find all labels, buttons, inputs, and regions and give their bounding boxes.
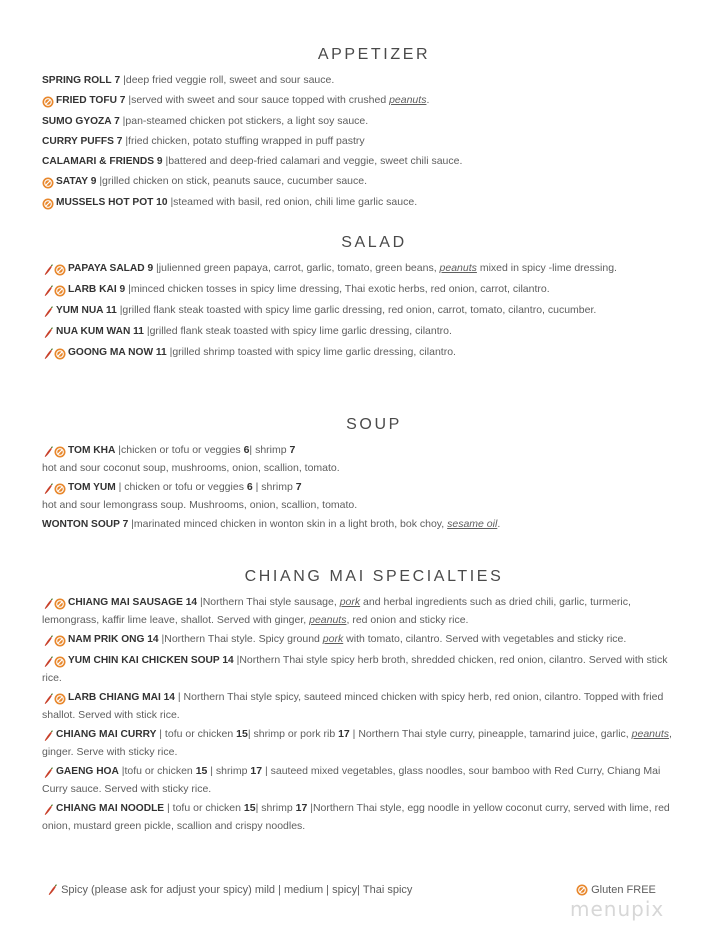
gluten-free-icon [42,96,54,108]
salad-section [42,234,682,365]
menu-item [42,173,682,191]
gluten-free-icon [54,285,66,297]
section-title: CHIANG MAI SPECIALTIES [244,568,504,585]
item-price: 7 [295,481,302,493]
menu-item [42,302,682,320]
item-name: SUMO GYOZA 7 [42,116,120,127]
item-icons [42,633,66,649]
menu-item [42,726,682,760]
item-name: SPRING ROLL [42,75,112,86]
item-description: grilled flank steak toasted with spicy lime garlic dressing, red onion, carrot, tomato, cilantro, cucumber. [122,304,597,316]
item-options: |chicken or tofu or veggies [118,444,244,456]
item-description: grilled shrimp toasted with spicy lime garlic dressing, cilantro. [172,346,456,358]
item-name: NUA KUM WAN 11 [56,326,144,337]
item-separator: | [156,262,159,274]
item-icons [42,175,54,191]
item-name: SATAY 9 [56,176,97,187]
item-name: GOONG MA NOW 11 [68,347,167,358]
item-description: minced chicken tosses in spicy lime dressing, Thai exotic herbs, red onion, carrot, cilantro. [130,283,550,295]
item-icons [42,596,66,612]
menu-item [42,344,682,362]
item-description: pan-steamed chicken pot stickers, a light soy sauce. [125,115,369,127]
item-description: Northern Thai style sausage, [202,596,340,608]
item-icons [42,802,54,818]
item-price: 7 [114,75,121,86]
chili-pepper-icon [42,767,54,779]
item-options: | tofu or chicken [164,802,244,814]
item-description: served with sweet and sour sauce topped with crushed [131,94,390,106]
section-title: APPETIZER [317,46,431,63]
item-description: julienned green papaya, carrot, garlic, tomato, green beans, [158,262,440,274]
spicy-legend [46,884,412,896]
item-description: Northern Thai style spicy herb broth, shredded chicken, red onion, cilantro. Served with stick rice. [42,654,668,684]
gluten-free-icon [54,598,66,610]
item-description: fried chicken, potato stuffing wrapped in puff pastry [128,135,365,147]
gluten-free-icon [54,635,66,647]
chili-pepper-icon [42,656,54,668]
item-name: YUM NUA 11 [56,305,117,316]
item-icons [42,325,54,341]
item-price: 15 [195,765,208,777]
item-description-underlined: sesame oil [447,518,498,530]
item-name: CHIANG MAI CURRY [56,729,157,740]
item-separator: | [161,633,165,645]
item-separator: | [128,94,132,106]
item-options: | tofu or chicken [156,728,237,740]
item-description: Northern Thai style. Spicy ground [164,633,323,645]
menu-item [42,133,682,150]
item-icons [42,765,54,781]
item-name: FRIED TOFU 7 [56,95,126,106]
spicy-legend-text: Spicy (please ask for adjust your spicy) mild | medium | spicy| Thai spicy [61,884,413,896]
item-price: 17 [338,728,350,740]
item-description-underlined: peanuts [631,728,670,740]
menu-item [42,800,682,834]
item-options: |tofu or chicken [118,765,196,777]
item-separator: | [131,518,134,530]
item-description: grilled flank steak toasted with spicy lime garlic dressing, cilantro. [149,325,452,337]
menu-item [42,194,682,212]
item-description: steamed with basil, red onion, chili lime garlic sauce. [173,196,418,208]
appetizer-section [42,46,682,215]
item-description: |Northern Thai style, egg noodle in yellow coconut curry, served with lime, red onion, mustard green pickle, scallion and crispy noodles. [42,802,670,832]
item-name: WONTON SOUP 7 [42,519,129,530]
item-description-end: , ginger. Serve with sticky rice. [42,728,672,758]
gluten-free-icon [42,198,54,210]
chili-pepper-icon [42,264,54,276]
menu-item [42,479,682,513]
gluten-free-icon [42,177,54,189]
item-separator: | [169,346,173,358]
item-description: marinated minced chicken in wonton skin in a light broth, bok choy, [133,518,448,530]
chili-pepper-icon [42,285,54,297]
item-separator: | [199,596,203,608]
menu-item [42,442,682,476]
item-separator: | [99,175,103,187]
chili-pepper-icon [42,693,54,705]
specialties-section [42,568,682,837]
item-price: 15 [236,728,248,740]
item-price: 7 [289,444,296,456]
gluten-free-icon [54,348,66,360]
item-description: Northern Thai style spicy, sauteed minced chicken with spicy herb, red onion, cilantro. Topped with fried shallot. Served with stick rice. [42,691,664,721]
gluten-free-icon [576,884,588,896]
gluten-free-icon [54,693,66,705]
menu-item [42,260,682,278]
menu-item [42,631,682,649]
section-title: SALAD [341,234,407,251]
item-description-end: mixed in spicy -lime dressing. [476,262,617,274]
item-icons [42,262,66,278]
item-icons [42,654,66,670]
gluten-free-legend-text: Gluten FREE [591,884,656,896]
menu-item [42,323,682,341]
item-options: | shrimp [255,802,296,814]
chili-pepper-icon [42,306,54,318]
item-price: 15 [243,802,256,814]
item-options: | shrimp [207,765,251,777]
item-icons [42,196,54,212]
item-name: TOM KHA [68,445,116,456]
item-separator: | [122,115,126,127]
item-separator: | [146,325,150,337]
menu-item [42,689,682,723]
item-icons [42,94,54,110]
section-title: SOUP [346,416,402,433]
item-price: 6 [246,481,253,493]
item-name: GAENG HOA [56,766,119,777]
item-name: TOM YUM [68,482,116,493]
item-separator: | [128,283,131,295]
item-separator: | [125,135,129,147]
item-separator: | [170,196,174,208]
item-description: and herbal ingredients such as dried chili, garlic, turmeric, lemongrass, kaffir lime leave, shallot. Served with ginger, [42,596,631,626]
item-name: YUM CHIN KAI CHICKEN SOUP 14 [68,655,234,666]
item-icons [42,481,66,497]
gluten-free-icon [54,656,66,668]
item-separator: | [119,304,123,316]
gluten-free-legend [576,884,656,896]
menu-item [42,594,682,628]
item-options: | shrimp [252,481,296,493]
item-separator: | [236,654,240,666]
item-icons [42,346,66,362]
item-name: NAM PRIK ONG 14 [68,634,159,645]
item-description-underlined: pork [322,633,344,645]
item-description: grilled chicken on stick, peanuts sauce, cucumber sauce. [102,175,368,187]
item-description: | Northern Thai style curry, pineapple, tamarind juice, garlic, [349,728,632,740]
chili-pepper-icon [42,730,54,742]
menu-item [42,516,682,533]
gluten-free-icon [54,264,66,276]
item-options: | shrimp [249,444,290,456]
item-name: CHIANG MAI NOODLE [56,803,165,814]
chili-pepper-icon [42,483,54,495]
item-description-underlined: peanuts [389,94,427,106]
item-options: | chicken or tofu or veggies [118,481,247,493]
chili-pepper-icon [42,446,54,458]
item-name: CHIANG MAI SAUSAGE 14 [68,597,198,608]
chili-pepper-icon [42,804,54,816]
menu-item [42,113,682,130]
item-separator: | [165,155,169,167]
item-description: deep fried veggie roll, sweet and sour sauce. [125,74,335,86]
item-price: 6 [243,444,250,456]
item-icons [42,691,66,707]
item-icons [42,444,66,460]
menu-item [42,763,682,797]
item-description-end: . [497,518,501,530]
item-description-underlined: peanuts [439,262,477,274]
chili-pepper-icon [42,327,54,339]
chili-pepper-icon [46,884,58,896]
menu-item [42,92,682,110]
chili-pepper-icon [42,598,54,610]
item-description-end: , red onion and sticky rice. [346,614,469,626]
item-price: 17 [250,765,263,777]
item-name: LARB CHIANG MAI 14 [68,692,175,703]
item-icons [42,728,54,744]
chili-pepper-icon [46,884,58,896]
item-name: CURRY PUFFS 7 [42,136,123,147]
item-name: CALAMARI & FRIENDS 9 [42,156,163,167]
menu-item [42,281,682,299]
item-description: hot and sour lemongrass soup. Mushrooms, onion, scallion, tomato. [42,499,358,511]
item-separator: | [177,691,181,703]
item-description-underlined: peanuts [309,614,347,626]
menu-item [42,153,682,170]
menu-item [42,652,682,686]
chili-pepper-icon [42,635,54,647]
item-icons [42,283,66,299]
menu-item [42,72,682,89]
item-options: | shrimp or pork rib [247,728,339,740]
item-description: hot and sour coconut soup, mushrooms, onion, scallion, tomato. [42,462,340,474]
chili-pepper-icon [42,348,54,360]
item-price: 17 [295,802,308,814]
item-name: MUSSELS HOT POT 10 [56,197,168,208]
item-description-end: . [426,94,430,106]
gluten-free-icon [54,483,66,495]
item-name: LARB KAI 9 [68,284,126,295]
item-name: PAPAYA SALAD 9 [68,263,154,274]
item-description-end: with tomato, cilantro. Served with vegetables and sticky rice. [343,633,627,645]
item-description-underlined: pork [339,596,361,608]
watermark: menupix [570,897,665,921]
item-description: | sauteed mixed vegetables, glass noodles, sour bamboo with Red Curry, Chiang Mai Curry sauce. Served with sticky rice. [42,765,661,795]
gluten-free-icon [54,446,66,458]
soup-section [42,416,682,536]
gluten-free-icon [576,884,588,896]
item-icons [42,304,54,320]
item-description: battered and deep-fried calamari and veggie, sweet chili sauce. [168,155,463,167]
item-separator: | [123,74,126,86]
